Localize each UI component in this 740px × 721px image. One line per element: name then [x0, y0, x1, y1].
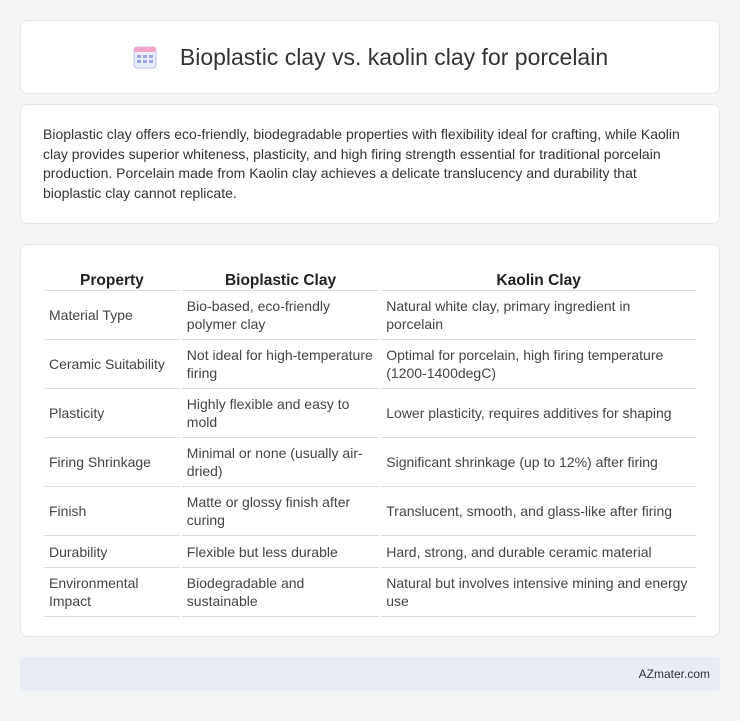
cell-property: Environmental Impact: [44, 568, 180, 617]
cell-bioplastic: Bio-based, eco-friendly polymer clay: [182, 291, 379, 340]
header-property: Property: [44, 263, 180, 291]
cell-bioplastic: Not ideal for high-temperature firing: [182, 340, 379, 389]
cell-bioplastic: Matte or glossy finish after curing: [182, 487, 379, 536]
cell-kaolin: Translucent, smooth, and glass-like after firing: [381, 487, 696, 536]
header-kaolin: Kaolin Clay: [381, 263, 696, 291]
footer-bar: [20, 657, 720, 691]
table-row: [44, 291, 696, 340]
cell-property: Finish: [44, 487, 180, 536]
cell-property: Ceramic Suitability: [44, 340, 180, 389]
page-title: Bioplastic clay vs. kaolin clay for porcelain: [179, 43, 609, 70]
intro-card: [20, 104, 720, 224]
cell-kaolin: Significant shrinkage (up to 12%) after firing: [381, 438, 696, 487]
table-row: [44, 487, 696, 536]
comparison-table: [42, 263, 698, 617]
table-header-row: [44, 263, 696, 291]
cell-property: Durability: [44, 536, 180, 568]
header-bioplastic: Bioplastic Clay: [182, 263, 379, 291]
cell-kaolin: Hard, strong, and durable ceramic material: [381, 536, 696, 568]
cell-property: Firing Shrinkage: [44, 438, 180, 487]
cell-bioplastic: Biodegradable and sustainable: [182, 568, 379, 617]
footer-site-label: AZmater.com: [638, 667, 710, 681]
table-row: [44, 438, 696, 487]
table-row: [44, 568, 696, 617]
cell-kaolin: Lower plasticity, requires additives for shaping: [381, 389, 696, 438]
cell-bioplastic: Flexible but less durable: [182, 536, 379, 568]
cell-bioplastic: Highly flexible and easy to mold: [182, 389, 379, 438]
table-row: [44, 389, 696, 438]
cell-kaolin: Optimal for porcelain, high firing temperature (1200-1400degC): [381, 340, 696, 389]
comparison-card: [20, 244, 720, 637]
cell-kaolin: Natural white clay, primary ingredient in porcelain: [381, 291, 696, 340]
table-row: [44, 340, 696, 389]
cell-kaolin: Natural but involves intensive mining and energy use: [381, 568, 696, 617]
calendar-grid-icon: [132, 44, 158, 70]
table-row: [44, 536, 696, 568]
header-card: [20, 20, 720, 94]
intro-paragraph: Bioplastic clay offers eco-friendly, biodegradable properties with flexibility ideal for crafting, while Kaolin clay provides superior whiteness, plasticity, and high firing strength essential for traditional porcelain production. Porcelain made from Kaolin clay achieves a delicate translucency and durability that bioplastic clay cannot replicate.: [43, 126, 680, 201]
cell-property: Plasticity: [44, 389, 180, 438]
cell-bioplastic: Minimal or none (usually air-dried): [182, 438, 379, 487]
cell-property: Material Type: [44, 291, 180, 340]
